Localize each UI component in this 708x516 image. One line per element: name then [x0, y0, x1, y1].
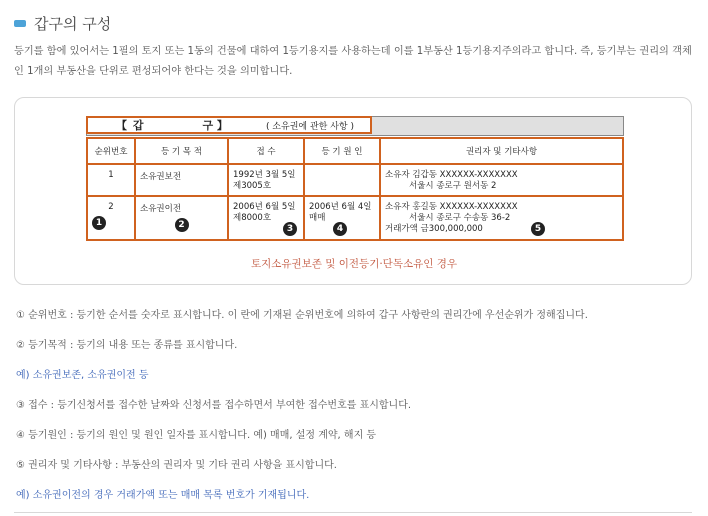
purpose-cell: 소유권보전 — [135, 164, 228, 196]
note-item: ⑤ 권리자 및 기타사항 : 부동산의 권리자 및 기타 권리 사항을 표시합니다. — [16, 460, 337, 471]
title-gap: 【 갑 — [116, 119, 145, 132]
receipt-number: 제8000호 — [233, 213, 272, 223]
cause-reason: 매매 — [309, 213, 326, 223]
intro-paragraph: 등기를 함에 있어서는 1필의 토지 또는 1동의 건물에 대하여 1등기용지를 사용하는데 이를 1부동산 1등기용지주의라고 합니다. 즉, 등기부는 권리의 객체인 1개의 부동산을 단위로 편성되어야 한다는 것을 의미합니다. — [14, 46, 692, 77]
figure-caption: 토지소유권보존 및 이전등기·단독소유인 경우 — [250, 258, 458, 270]
marker-5: 5 — [531, 222, 545, 236]
registry-table-title — [86, 116, 372, 134]
receipt-number: 제3005호 — [233, 181, 272, 191]
column-header: 순위번호 — [87, 138, 135, 164]
title-sub: ( 소유권에 관한 사항 ) — [265, 121, 354, 132]
column-header: 등 기 목 적 — [135, 138, 228, 164]
column-header: 등 기 원 인 — [304, 138, 380, 164]
holder-name: 소유자 홍길동 XXXXXX-XXXXXXX — [385, 202, 518, 212]
column-header: 권리자 및 기타사항 — [380, 138, 623, 164]
page-title: 갑구의 구성 — [34, 14, 112, 33]
marker-4: 4 — [333, 222, 347, 236]
note-item: ④ 등기원인 : 등기의 원인 및 원인 일자를 표시합니다. 예) 매매, 설정 계약, 해지 등 — [16, 430, 377, 441]
column-header: 접 수 — [228, 138, 304, 164]
holder-cell — [380, 196, 623, 240]
registry-table-title-row — [86, 116, 624, 136]
registry-table-figure — [86, 116, 624, 241]
table-row — [87, 196, 623, 240]
registry-table — [86, 137, 624, 241]
cause-cell — [304, 196, 380, 240]
marker-2: 2 — [175, 218, 189, 232]
divider — [14, 512, 692, 513]
holder-name: 소유자 김갑동 XXXXXX-XXXXXXX — [385, 170, 518, 180]
title-bullet-icon — [14, 20, 26, 27]
marker-1: 1 — [92, 216, 106, 230]
table-header-row — [87, 138, 623, 164]
receipt-date: 2006년 6월 5일 — [233, 202, 296, 212]
rank-cell: 1 — [87, 164, 135, 196]
holder-cell — [380, 164, 623, 196]
note-item: ① 순위번호 : 등기한 순서를 숫자로 표시합니다. 이 란에 기재된 순위번호에 의하여 갑구 사항란의 권리간에 우선순위가 정해집니다. — [16, 310, 588, 321]
cause-cell — [304, 164, 380, 196]
receipt-date: 1992년 3월 5일 — [233, 170, 296, 180]
note-example: 예) 소유권보존, 소유권이전 등 — [16, 370, 149, 381]
marker-3: 3 — [283, 222, 297, 236]
note-item: ② 등기목적 : 등기의 내용 또는 종류를 표시합니다. — [16, 340, 238, 351]
receipt-cell — [228, 196, 304, 240]
purpose-cell — [135, 196, 228, 240]
holder-price: 거래가액 금300,000,000 — [385, 224, 483, 234]
cause-date: 2006년 6월 4일 — [309, 202, 372, 212]
note-example: 예) 소유권이전의 경우 거래가액 또는 매매 목록 번호가 기재됩니다. — [16, 490, 310, 501]
purpose-value: 소유권이전 — [140, 204, 182, 214]
title-gu: 구 】 — [202, 119, 228, 132]
rank-cell — [87, 196, 135, 240]
holder-address: 서울시 종로구 원서동 2 — [409, 181, 497, 191]
notes-list — [16, 306, 700, 516]
note-item: ③ 접수 : 등기신청서를 접수한 날짜와 신청서를 접수하면서 부여한 접수번호를 표시합니다. — [16, 400, 412, 411]
table-row — [87, 164, 623, 196]
section-header — [14, 12, 111, 34]
receipt-cell — [228, 164, 304, 196]
rank-value: 2 — [108, 202, 114, 212]
holder-address: 서울시 종로구 수송동 36-2 — [409, 213, 511, 223]
